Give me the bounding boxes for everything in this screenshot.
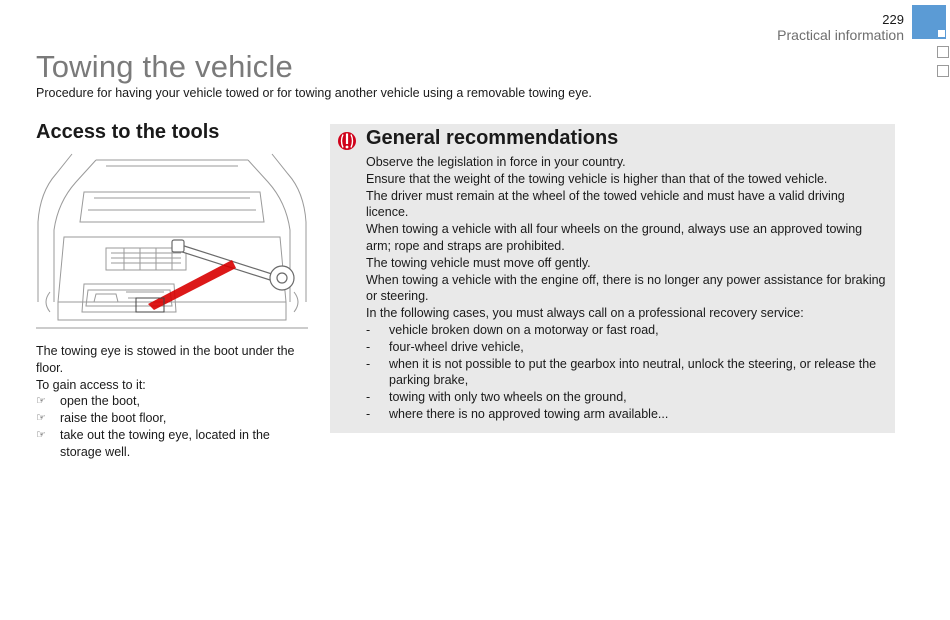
recommendation-paragraph: Observe the legislation in force in your country. <box>366 155 626 169</box>
dash-marker: - <box>366 322 371 337</box>
recommendation-paragraph: The driver must remain at the wheel of the towed vehicle and must have a valid driving licence. <box>366 188 845 220</box>
page-number: 229 <box>882 12 904 27</box>
section-label: Practical information <box>777 27 904 43</box>
recovery-case-text: when it is not possible to put the gearbox into neutral, unlock the steering, or release the parking brake, <box>389 356 877 388</box>
access-step-text: open the boot, <box>60 394 140 409</box>
dash-marker: - <box>366 406 371 421</box>
access-step <box>36 427 308 461</box>
dash-marker: - <box>366 390 371 405</box>
recommendations-heading: General recommendations <box>366 127 619 149</box>
recommendation-paragraph: When towing a vehicle with all four wheels on the ground, always use an approved towing arm; rope and straps are prohibited. <box>366 222 863 253</box>
dash-marker: - <box>366 339 371 354</box>
recovery-case-item <box>366 339 886 356</box>
recommendation-paragraph: Ensure that the weight of the towing vehicle is higher than that of the towed vehicle. <box>366 171 828 186</box>
recovery-case-item <box>366 389 886 406</box>
boot-towing-eye-illustration <box>36 152 308 332</box>
dash-marker: - <box>366 356 371 371</box>
recovery-case-text: vehicle broken down on a motorway or fast road, <box>389 322 659 337</box>
chapter-tab-box <box>937 46 949 58</box>
recovery-case-item <box>366 322 886 339</box>
chapter-tab-marker <box>938 30 945 37</box>
recovery-case-item <box>366 406 886 423</box>
access-step-text: raise the boot floor, <box>60 411 167 426</box>
pointing-hand-icon: ☞ <box>36 428 46 441</box>
pointing-hand-icon: ☞ <box>36 395 46 408</box>
access-intro: The towing eye is stowed in the boot under the floor. <box>36 344 295 375</box>
access-step-text: take out the towing eye, located in the storage well. <box>60 427 270 459</box>
access-intro-2: To gain access to it: <box>36 377 146 392</box>
access-step <box>36 393 308 410</box>
chapter-tab-box <box>937 65 949 77</box>
recommendation-paragraph: The towing vehicle must move off gently. <box>366 255 591 270</box>
pointing-hand-icon: ☞ <box>36 412 46 425</box>
access-step <box>36 410 308 427</box>
page-title: Towing the vehicle <box>36 49 293 84</box>
recommendation-paragraph: When towing a vehicle with the engine off, there is no longer any power assistance for braking or steering. <box>366 272 886 304</box>
recommendations-text <box>366 154 886 423</box>
access-instructions <box>36 343 308 461</box>
page-subtitle: Procedure for having your vehicle towed or for towing another vehicle using a removable towing eye. <box>36 86 592 100</box>
recovery-case-text: four-wheel drive vehicle, <box>389 339 524 354</box>
access-heading: Access to the tools <box>36 121 220 143</box>
recovery-case-text: towing with only two wheels on the ground, <box>389 390 627 405</box>
recovery-case-item <box>366 356 886 390</box>
recovery-case-text: where there is no approved towing arm available... <box>389 406 669 421</box>
warning-exclamation-icon <box>337 131 357 151</box>
recommendation-paragraph: In the following cases, you must always call on a professional recovery service: <box>366 306 804 321</box>
